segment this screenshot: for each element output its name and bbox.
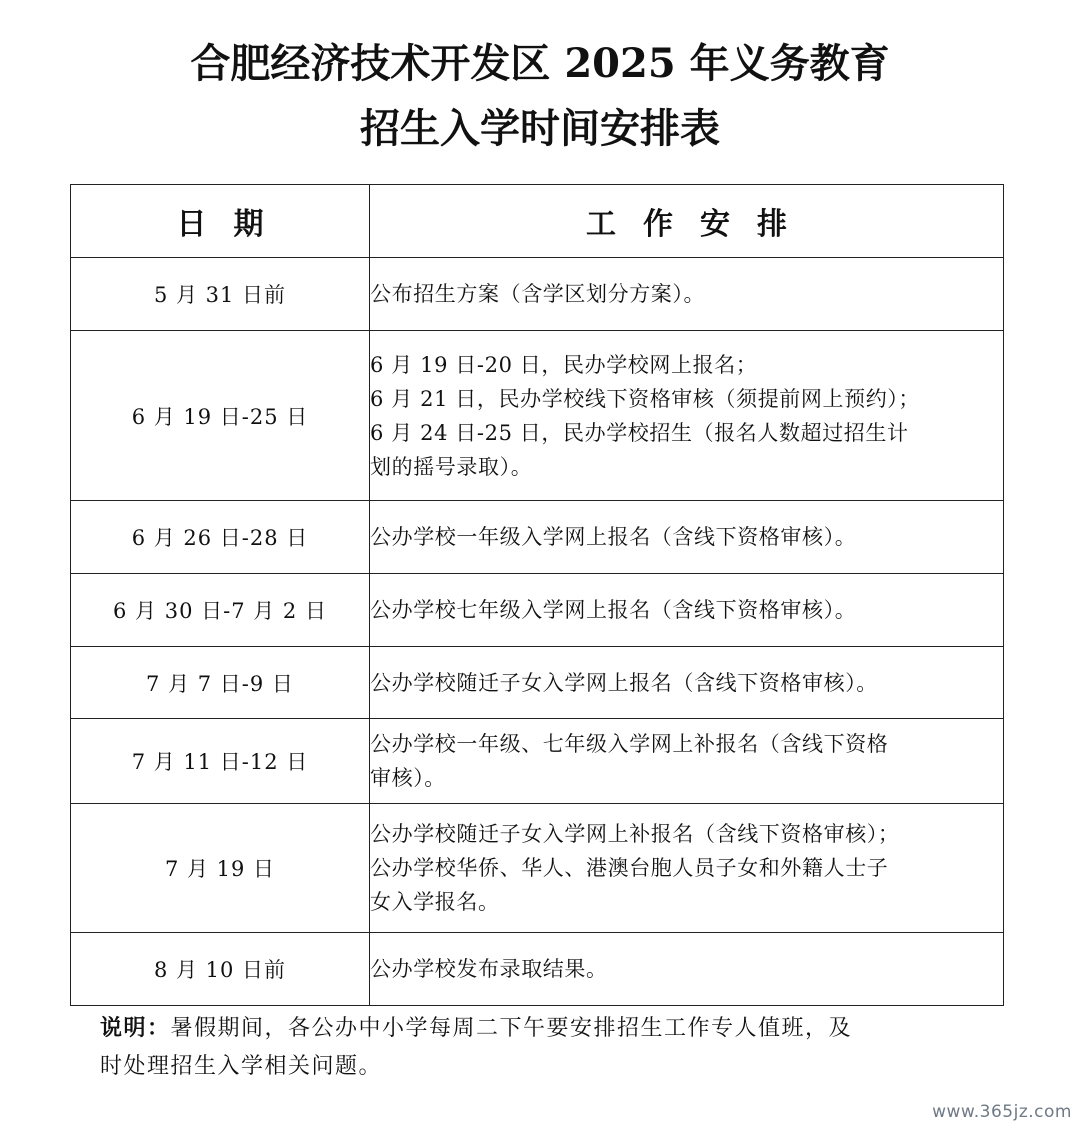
table-row bbox=[71, 933, 1004, 1006]
note-text-line1: 暑假期间，各公办中小学每周二下午要安排招生工作专人值班，及 bbox=[170, 1016, 853, 1041]
row-date: 6 月 26 日-28 日 bbox=[71, 501, 370, 574]
table-row bbox=[71, 331, 1004, 501]
table-row bbox=[71, 574, 1004, 647]
row-task: 公办学校一年级入学网上报名（含线下资格审核）。 bbox=[370, 501, 1004, 574]
row-date: 6 月 30 日-7 月 2 日 bbox=[71, 574, 370, 647]
note-label: 说明： bbox=[100, 1016, 171, 1041]
row-date: 7 月 7 日-9 日 bbox=[71, 647, 370, 719]
row-task: 公办学校发布录取结果。 bbox=[370, 933, 1004, 1006]
document-title-line2: 招生入学时间安排表 bbox=[360, 105, 720, 152]
document-title-line1: 合肥经济技术开发区 2025 年义务教育 bbox=[190, 40, 890, 87]
note-text-line2: 时处理招生入学相关问题。 bbox=[100, 1054, 383, 1079]
explanation-note bbox=[100, 1010, 980, 1086]
table-row bbox=[71, 804, 1004, 933]
row-date: 6 月 19 日-25 日 bbox=[71, 331, 370, 501]
header-date: 日期 bbox=[71, 185, 370, 258]
table-row bbox=[71, 719, 1004, 804]
row-task: 公布招生方案（含学区划分方案）。 bbox=[370, 258, 1004, 331]
header-task: 工作安排 bbox=[370, 185, 1004, 258]
table-header-row bbox=[71, 185, 1004, 258]
table-row bbox=[71, 501, 1004, 574]
table-row bbox=[71, 647, 1004, 719]
table-row bbox=[71, 258, 1004, 331]
row-date: 7 月 19 日 bbox=[71, 804, 370, 933]
row-task: 6 月 19 日-20 日，民办学校网上报名； 6 月 21 日，民办学校线下资格审核（须提前网上预约）； 6 月 24 日-25 日，民办学校招生（报名人数超过招生计 划的摇号录取）。 bbox=[370, 331, 1004, 501]
row-date: 5 月 31 日前 bbox=[71, 258, 370, 331]
row-task: 公办学校七年级入学网上报名（含线下资格审核）。 bbox=[370, 574, 1004, 647]
row-task: 公办学校一年级、七年级入学网上补报名（含线下资格 审核）。 bbox=[370, 719, 1004, 804]
row-task: 公办学校随迁子女入学网上补报名（含线下资格审核）； 公办学校华侨、华人、港澳台胞人员子女和外籍人士子 女入学报名。 bbox=[370, 804, 1004, 933]
row-date: 8 月 10 日前 bbox=[71, 933, 370, 1006]
row-task: 公办学校随迁子女入学网上报名（含线下资格审核）。 bbox=[370, 647, 1004, 719]
row-date: 7 月 11 日-12 日 bbox=[71, 719, 370, 804]
schedule-table bbox=[70, 184, 1004, 1006]
watermark-text: www.365jz.com bbox=[932, 1102, 1072, 1122]
